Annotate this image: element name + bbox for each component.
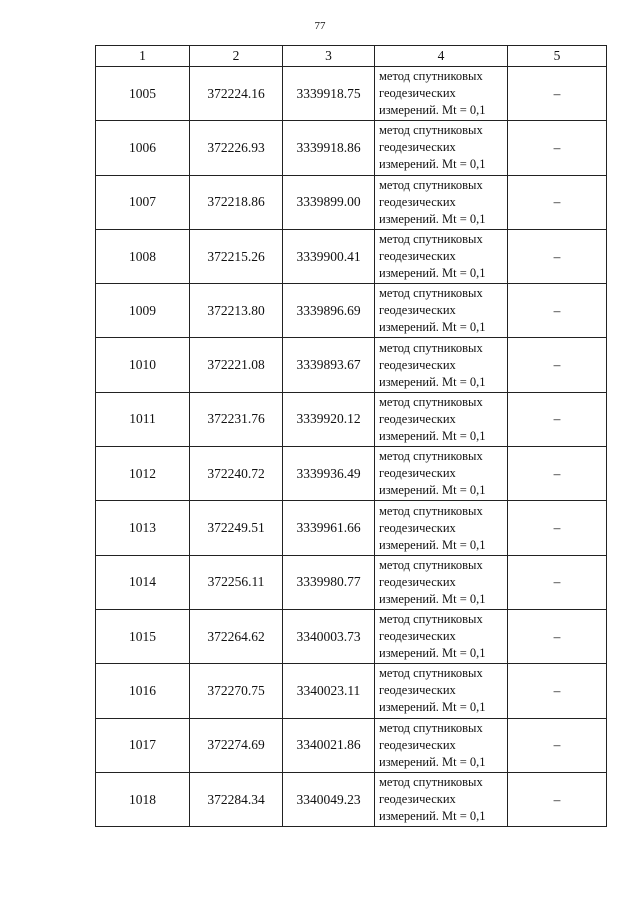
method-line: измерений. Mt = 0,1 bbox=[379, 809, 486, 823]
method-line: метод спутниковых bbox=[379, 775, 483, 789]
table-row bbox=[96, 284, 607, 338]
method-line: метод спутниковых bbox=[379, 666, 483, 681]
table-row bbox=[96, 555, 607, 609]
method-line: геодезических bbox=[379, 574, 456, 589]
note-cell: – bbox=[508, 175, 607, 229]
page-number: 77 bbox=[314, 20, 326, 32]
method-cell bbox=[375, 229, 508, 283]
table-row bbox=[96, 338, 607, 392]
method-cell bbox=[375, 772, 508, 826]
point-id-cell: 1017 bbox=[96, 718, 190, 772]
x-coordinate-cell: 372224.16 bbox=[190, 67, 283, 121]
method-line: измерений. Mt = 0,1 bbox=[379, 374, 486, 389]
note-cell: – bbox=[508, 664, 607, 718]
x-coordinate-cell: 372274.69 bbox=[190, 718, 283, 772]
method-line: геодезических bbox=[379, 303, 456, 318]
method-cell bbox=[375, 609, 508, 663]
x-coordinate-cell: 372218.86 bbox=[190, 175, 283, 229]
x-coordinate-cell: 372249.51 bbox=[190, 501, 283, 555]
method-line: геодезических bbox=[379, 86, 456, 101]
y-coordinate-cell: 3339961.66 bbox=[283, 501, 375, 555]
method-line: метод спутниковых bbox=[379, 340, 483, 355]
x-coordinate-cell: 372226.93 bbox=[190, 121, 283, 175]
table-row bbox=[96, 229, 607, 283]
table-row bbox=[96, 121, 607, 175]
method-line: измерений. Mt = 0,1 bbox=[379, 428, 486, 443]
column-header: 3 bbox=[283, 46, 375, 67]
method-line: геодезических bbox=[379, 520, 456, 535]
note-cell: – bbox=[508, 555, 607, 609]
table-row bbox=[96, 175, 607, 229]
method-line: измерений. Mt = 0,1 bbox=[379, 266, 486, 281]
method-line: измерений. Mt = 0,1 bbox=[379, 537, 486, 552]
x-coordinate-cell: 372270.75 bbox=[190, 664, 283, 718]
note-cell: – bbox=[508, 447, 607, 501]
point-id-cell: 1008 bbox=[96, 229, 190, 283]
table-row bbox=[96, 501, 607, 555]
method-cell bbox=[375, 67, 508, 121]
method-cell bbox=[375, 284, 508, 338]
table-row bbox=[96, 392, 607, 446]
point-id-cell: 1010 bbox=[96, 338, 190, 392]
point-id-cell: 1005 bbox=[96, 67, 190, 121]
note-cell: – bbox=[508, 392, 607, 446]
table-row bbox=[96, 447, 607, 501]
method-line: геодезических bbox=[379, 792, 456, 806]
x-coordinate-cell: 372264.62 bbox=[190, 609, 283, 663]
method-line: измерений. Mt = 0,1 bbox=[379, 211, 486, 226]
y-coordinate-cell: 3340021.86 bbox=[283, 718, 375, 772]
method-line: геодезических bbox=[379, 249, 456, 264]
method-line: измерений. Mt = 0,1 bbox=[379, 320, 486, 335]
method-line: геодезических bbox=[379, 683, 456, 698]
method-line: метод спутниковых bbox=[379, 612, 483, 627]
point-id-cell: 1016 bbox=[96, 664, 190, 718]
method-line: геодезических bbox=[379, 411, 456, 426]
y-coordinate-cell: 3340003.73 bbox=[283, 609, 375, 663]
y-coordinate-cell: 3339920.12 bbox=[283, 392, 375, 446]
method-cell bbox=[375, 392, 508, 446]
y-coordinate-cell: 3339900.41 bbox=[283, 229, 375, 283]
column-header: 5 bbox=[508, 46, 607, 67]
column-header: 4 bbox=[375, 46, 508, 67]
note-cell: – bbox=[508, 338, 607, 392]
method-cell bbox=[375, 501, 508, 555]
note-cell: – bbox=[508, 121, 607, 175]
method-line: геодезических bbox=[379, 629, 456, 644]
table-body bbox=[96, 67, 607, 827]
point-id-cell: 1006 bbox=[96, 121, 190, 175]
note-cell: – bbox=[508, 284, 607, 338]
method-line: метод спутниковых bbox=[379, 123, 483, 138]
method-line: геодезических bbox=[379, 194, 456, 209]
method-line: метод спутниковых bbox=[379, 232, 483, 247]
y-coordinate-cell: 3340023.11 bbox=[283, 664, 375, 718]
method-line: геодезических bbox=[379, 737, 456, 752]
method-line: метод спутниковых bbox=[379, 557, 483, 572]
x-coordinate-cell: 372213.80 bbox=[190, 284, 283, 338]
method-line: измерений. Mt = 0,1 bbox=[379, 646, 486, 661]
method-cell bbox=[375, 555, 508, 609]
method-cell bbox=[375, 447, 508, 501]
note-cell: – bbox=[508, 67, 607, 121]
y-coordinate-cell: 3339896.69 bbox=[283, 284, 375, 338]
coordinates-table bbox=[95, 45, 607, 827]
x-coordinate-cell: 372231.76 bbox=[190, 392, 283, 446]
method-line: метод спутниковых bbox=[379, 503, 483, 518]
column-header: 1 bbox=[96, 46, 190, 67]
method-line: измерений. Mt = 0,1 bbox=[379, 103, 486, 118]
x-coordinate-cell: 372284.34 bbox=[190, 772, 283, 826]
table-row bbox=[96, 67, 607, 121]
point-id-cell: 1015 bbox=[96, 609, 190, 663]
y-coordinate-cell: 3339899.00 bbox=[283, 175, 375, 229]
y-coordinate-cell: 3339918.86 bbox=[283, 121, 375, 175]
method-line: геодезических bbox=[379, 357, 456, 372]
table-row bbox=[96, 772, 607, 826]
y-coordinate-cell: 3339980.77 bbox=[283, 555, 375, 609]
note-cell: – bbox=[508, 609, 607, 663]
y-coordinate-cell: 3340049.23 bbox=[283, 772, 375, 826]
method-cell bbox=[375, 338, 508, 392]
method-line: метод спутниковых bbox=[379, 286, 483, 301]
point-id-cell: 1012 bbox=[96, 447, 190, 501]
table-row bbox=[96, 609, 607, 663]
method-cell bbox=[375, 718, 508, 772]
point-id-cell: 1009 bbox=[96, 284, 190, 338]
method-cell bbox=[375, 664, 508, 718]
column-header: 2 bbox=[190, 46, 283, 67]
table-header-row bbox=[96, 46, 607, 67]
x-coordinate-cell: 372256.11 bbox=[190, 555, 283, 609]
point-id-cell: 1013 bbox=[96, 501, 190, 555]
method-line: измерений. Mt = 0,1 bbox=[379, 157, 486, 172]
method-line: измерений. Mt = 0,1 bbox=[379, 483, 486, 498]
y-coordinate-cell: 3339936.49 bbox=[283, 447, 375, 501]
note-cell: – bbox=[508, 229, 607, 283]
method-cell bbox=[375, 121, 508, 175]
table-row bbox=[96, 664, 607, 718]
note-cell: – bbox=[508, 772, 607, 826]
method-line: геодезических bbox=[379, 140, 456, 155]
note-cell: – bbox=[508, 718, 607, 772]
method-line: измерений. Mt = 0,1 bbox=[379, 754, 486, 769]
method-line: метод спутниковых bbox=[379, 69, 483, 84]
method-line: метод спутниковых bbox=[379, 449, 483, 464]
method-cell bbox=[375, 175, 508, 229]
point-id-cell: 1014 bbox=[96, 555, 190, 609]
method-line: метод спутниковых bbox=[379, 394, 483, 409]
y-coordinate-cell: 3339918.75 bbox=[283, 67, 375, 121]
method-line: метод спутниковых bbox=[379, 720, 483, 735]
x-coordinate-cell: 372240.72 bbox=[190, 447, 283, 501]
x-coordinate-cell: 372215.26 bbox=[190, 229, 283, 283]
note-cell: – bbox=[508, 501, 607, 555]
y-coordinate-cell: 3339893.67 bbox=[283, 338, 375, 392]
table-row bbox=[96, 718, 607, 772]
point-id-cell: 1018 bbox=[96, 772, 190, 826]
method-line: геодезических bbox=[379, 466, 456, 481]
point-id-cell: 1011 bbox=[96, 392, 190, 446]
method-line: измерений. Mt = 0,1 bbox=[379, 700, 486, 715]
method-line: метод спутниковых bbox=[379, 177, 483, 192]
method-line: измерений. Mt = 0,1 bbox=[379, 591, 486, 606]
point-id-cell: 1007 bbox=[96, 175, 190, 229]
x-coordinate-cell: 372221.08 bbox=[190, 338, 283, 392]
